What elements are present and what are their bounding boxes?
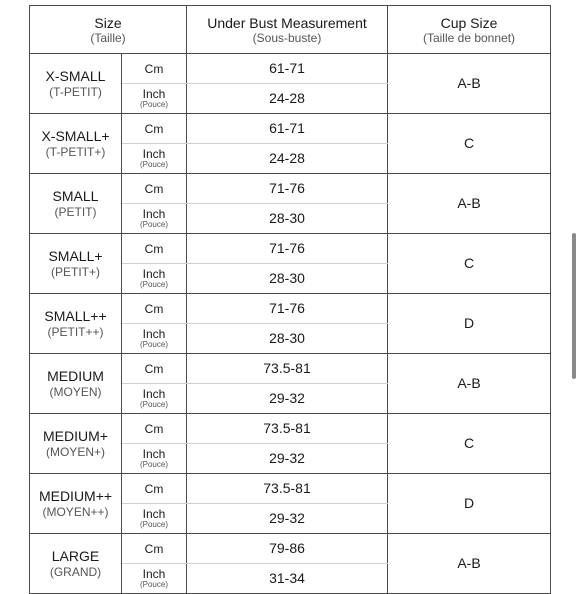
vertical-scrollbar[interactable] xyxy=(572,233,576,379)
unit-inch-cell xyxy=(122,564,187,594)
unit-inch-cell xyxy=(122,264,187,294)
size-header-label: Size xyxy=(94,14,122,31)
size-name: X-SMALL+ xyxy=(41,127,110,144)
unit-inch-cell xyxy=(122,324,187,354)
unit-cm-label: Cm xyxy=(144,301,164,316)
size-cell xyxy=(30,174,122,234)
cup-size-value: C xyxy=(463,254,475,271)
table-row xyxy=(30,474,551,504)
cup-size-cell xyxy=(388,114,551,174)
size-cell xyxy=(30,54,122,114)
size-name-french: (MOYEN+) xyxy=(45,444,105,459)
cup-column-header xyxy=(388,6,551,54)
size-name: MEDIUM++ xyxy=(38,487,113,504)
measurement-header-sublabel: (Sous-buste) xyxy=(252,30,322,45)
size-name: X-SMALL xyxy=(45,67,106,84)
measurement-cm-cell xyxy=(187,174,388,204)
cup-size-cell xyxy=(388,174,551,234)
unit-inch-cell xyxy=(122,144,187,174)
unit-inch-label: Inch xyxy=(142,147,166,161)
unit-inch-sublabel: (Pouce) xyxy=(139,520,168,529)
measurement-cm-value: 71-76 xyxy=(269,239,305,256)
size-cell xyxy=(30,234,122,294)
unit-cm-cell xyxy=(122,54,187,84)
size-cell xyxy=(30,114,122,174)
measurement-inch-cell xyxy=(187,264,388,294)
table-row xyxy=(30,414,551,444)
measurement-cm-value: 61-71 xyxy=(269,59,305,76)
measurement-inch-cell xyxy=(187,324,388,354)
measurement-inch-cell xyxy=(187,444,388,474)
measurement-cm-value: 73.5-81 xyxy=(263,479,311,496)
unit-inch-sublabel: (Pouce) xyxy=(139,100,168,109)
table-row xyxy=(30,534,551,564)
measurement-inch-cell xyxy=(187,144,388,174)
unit-inch-label: Inch xyxy=(142,447,166,461)
measurement-cm-cell xyxy=(187,414,388,444)
table-row xyxy=(30,54,551,84)
unit-cm-label: Cm xyxy=(144,181,164,196)
measurement-cm-cell xyxy=(187,294,388,324)
unit-inch-label: Inch xyxy=(142,87,166,101)
cup-size-cell xyxy=(388,534,551,594)
size-name-french: (MOYEN++) xyxy=(42,504,109,519)
unit-inch-label: Inch xyxy=(142,327,166,341)
measurement-cm-value: 71-76 xyxy=(269,299,305,316)
unit-cm-label: Cm xyxy=(144,121,164,136)
measurement-cm-cell xyxy=(187,114,388,144)
cup-size-value: A-B xyxy=(457,554,481,571)
unit-cm-cell xyxy=(122,174,187,204)
size-header-sublabel: (Taille) xyxy=(90,30,126,45)
unit-cm-cell xyxy=(122,534,187,564)
cup-header-label: Cup Size xyxy=(440,14,498,31)
unit-inch-label: Inch xyxy=(142,387,166,401)
table-row xyxy=(30,354,551,384)
cup-size-cell xyxy=(388,294,551,354)
unit-inch-cell xyxy=(122,444,187,474)
measurement-cm-cell xyxy=(187,534,388,564)
size-name-french: (GRAND) xyxy=(49,564,102,579)
cup-size-cell xyxy=(388,474,551,534)
table-row xyxy=(30,114,551,144)
header-row xyxy=(30,6,551,54)
table-row xyxy=(30,234,551,264)
unit-cm-label: Cm xyxy=(144,421,164,436)
cup-size-cell xyxy=(388,414,551,474)
unit-inch-sublabel: (Pouce) xyxy=(139,400,168,409)
cup-size-cell xyxy=(388,354,551,414)
size-cell xyxy=(30,474,122,534)
measurement-inch-cell xyxy=(187,564,388,594)
cup-size-value: A-B xyxy=(457,374,481,391)
measurement-inch-cell xyxy=(187,84,388,114)
measurement-cm-value: 71-76 xyxy=(269,179,305,196)
unit-cm-cell xyxy=(122,234,187,264)
cup-size-value: C xyxy=(463,134,475,151)
measurement-column-header xyxy=(187,6,388,54)
unit-inch-cell xyxy=(122,504,187,534)
unit-cm-cell xyxy=(122,414,187,444)
measurement-cm-cell xyxy=(187,234,388,264)
unit-inch-sublabel: (Pouce) xyxy=(139,460,168,469)
unit-inch-cell xyxy=(122,84,187,114)
size-name-french: (T-PETIT) xyxy=(49,84,102,99)
cup-size-value: A-B xyxy=(457,194,481,211)
cup-size-value: D xyxy=(463,494,475,511)
size-name-french: (MOYEN) xyxy=(49,384,102,399)
size-name-french: (T-PETIT+) xyxy=(45,144,106,159)
cup-size-cell xyxy=(388,234,551,294)
size-name-french: (PETIT++) xyxy=(47,324,104,339)
table-row xyxy=(30,294,551,324)
measurement-cm-value: 61-71 xyxy=(269,119,305,136)
size-cell xyxy=(30,414,122,474)
measurement-inch-value: 28-30 xyxy=(269,329,305,346)
size-name: SMALL+ xyxy=(48,247,103,264)
measurement-inch-value: 29-32 xyxy=(269,509,305,526)
cup-size-cell xyxy=(388,54,551,114)
unit-inch-sublabel: (Pouce) xyxy=(139,280,168,289)
measurement-inch-cell xyxy=(187,504,388,534)
cup-size-value: D xyxy=(463,314,475,331)
size-chart-table xyxy=(29,5,551,594)
measurement-inch-value: 28-30 xyxy=(269,209,305,226)
unit-cm-label: Cm xyxy=(144,541,164,556)
size-name: SMALL xyxy=(52,187,99,204)
measurement-cm-value: 73.5-81 xyxy=(263,359,311,376)
unit-inch-sublabel: (Pouce) xyxy=(139,160,168,169)
size-column-header xyxy=(30,6,187,54)
size-name: LARGE xyxy=(51,547,100,564)
size-name: SMALL++ xyxy=(44,307,107,324)
unit-cm-label: Cm xyxy=(144,61,164,76)
size-cell xyxy=(30,534,122,594)
size-cell xyxy=(30,354,122,414)
measurement-cm-cell xyxy=(187,54,388,84)
table-row xyxy=(30,174,551,204)
measurement-inch-cell xyxy=(187,384,388,414)
unit-inch-label: Inch xyxy=(142,567,166,581)
measurement-cm-cell xyxy=(187,354,388,384)
measurement-inch-value: 24-28 xyxy=(269,89,305,106)
unit-inch-label: Inch xyxy=(142,207,166,221)
unit-cm-cell xyxy=(122,354,187,384)
unit-inch-cell xyxy=(122,384,187,414)
unit-cm-label: Cm xyxy=(144,481,164,496)
unit-inch-sublabel: (Pouce) xyxy=(139,580,168,589)
size-name: MEDIUM xyxy=(47,367,104,384)
unit-inch-label: Inch xyxy=(142,267,166,281)
unit-inch-sublabel: (Pouce) xyxy=(139,340,168,349)
measurement-cm-value: 73.5-81 xyxy=(263,419,311,436)
unit-cm-cell xyxy=(122,114,187,144)
measurement-inch-value: 29-32 xyxy=(269,449,305,466)
unit-cm-cell xyxy=(122,474,187,504)
measurement-inch-value: 29-32 xyxy=(269,389,305,406)
measurement-cm-cell xyxy=(187,474,388,504)
unit-cm-cell xyxy=(122,294,187,324)
unit-inch-label: Inch xyxy=(142,507,166,521)
measurement-inch-value: 31-34 xyxy=(269,569,305,586)
cup-size-value: C xyxy=(463,434,475,451)
unit-inch-cell xyxy=(122,204,187,234)
unit-cm-label: Cm xyxy=(144,241,164,256)
size-name-french: (PETIT+) xyxy=(50,264,100,279)
size-cell xyxy=(30,294,122,354)
size-name: MEDIUM+ xyxy=(43,427,108,444)
unit-inch-sublabel: (Pouce) xyxy=(139,220,168,229)
measurement-header-label: Under Bust Measurement xyxy=(207,14,367,31)
unit-cm-label: Cm xyxy=(144,361,164,376)
measurement-inch-cell xyxy=(187,204,388,234)
measurement-cm-value: 79-86 xyxy=(269,539,305,556)
measurement-inch-value: 24-28 xyxy=(269,149,305,166)
size-name-french: (PETIT) xyxy=(54,204,97,219)
measurement-inch-value: 28-30 xyxy=(269,269,305,286)
cup-size-value: A-B xyxy=(457,74,481,91)
cup-header-sublabel: (Taille de bonnet) xyxy=(422,30,516,45)
